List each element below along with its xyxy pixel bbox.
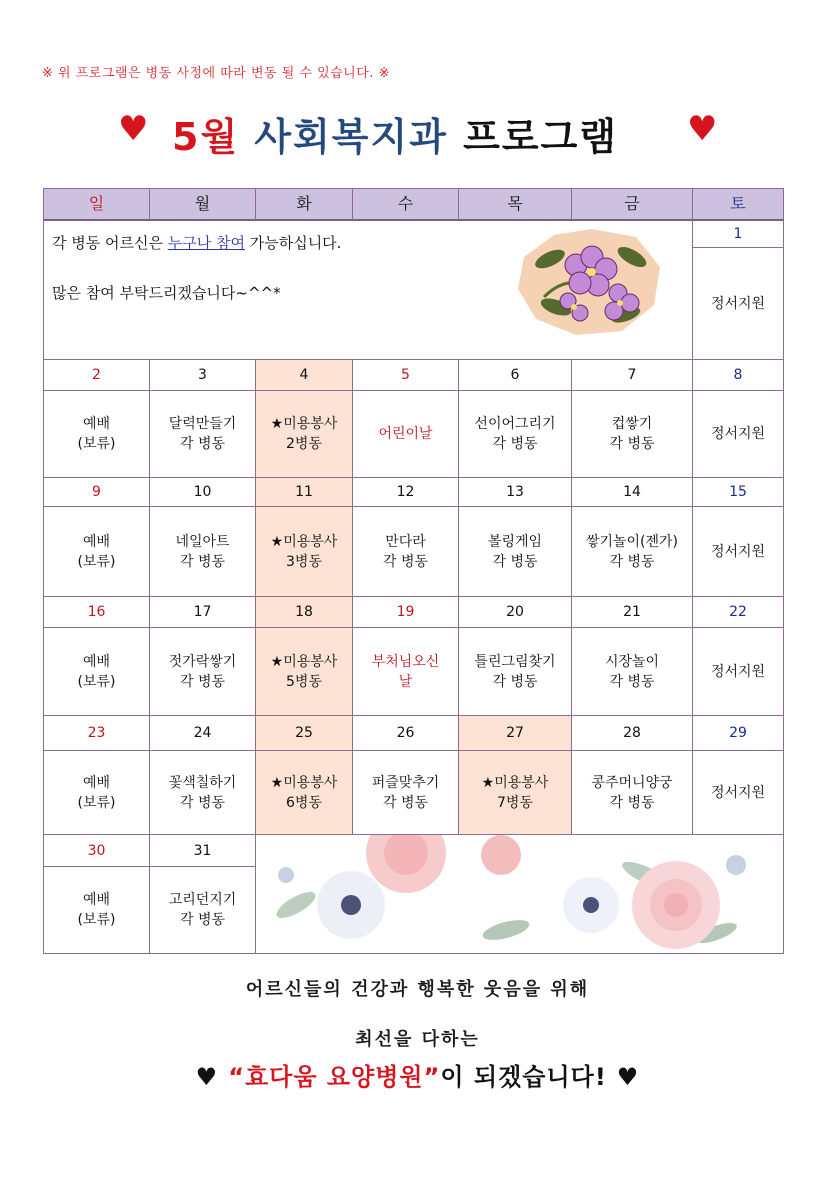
program-cell: 컵쌓기 각 병동 xyxy=(572,391,693,478)
program-cell: 고리던지기 각 병동 xyxy=(150,867,256,954)
week-5-date-row xyxy=(44,835,784,867)
date-cell: 21 xyxy=(572,597,693,628)
date-cell: 31 xyxy=(150,835,256,867)
program-cell: 정서지원 xyxy=(693,628,784,716)
program-cell: 어린이날 xyxy=(353,391,459,478)
date-cell: 10 xyxy=(150,478,256,507)
title-program: 프로그램 xyxy=(463,115,619,159)
weekday-mon: 월 xyxy=(150,189,256,220)
week-0-date-row xyxy=(44,220,784,248)
date-cell: 14 xyxy=(572,478,693,507)
date-cell: 13 xyxy=(459,478,572,507)
weekday-tue: 화 xyxy=(256,189,353,220)
date-cell: 9 xyxy=(44,478,150,507)
date-cell: 11 xyxy=(256,478,353,507)
title-dept: 사회복지과 xyxy=(254,115,448,159)
page-title xyxy=(0,104,835,164)
date-cell: 26 xyxy=(353,716,459,751)
date-cell: 3 xyxy=(150,360,256,391)
everyone-join-link: 누구나 참여 xyxy=(167,233,245,252)
program-cell: 예배 (보류) xyxy=(44,507,150,597)
date-cell: 29 xyxy=(693,716,784,751)
program-cell: 틀린그림찾기 각 병동 xyxy=(459,628,572,716)
heart-icon: ♥ xyxy=(687,109,718,149)
footer-line-2: 최선을 다하는 xyxy=(355,1029,480,1050)
date-cell: 22 xyxy=(693,597,784,628)
program-cell: ★미용봉사 3병동 xyxy=(256,507,353,597)
date-cell: 28 xyxy=(572,716,693,751)
weekday-fri: 금 xyxy=(572,189,693,220)
week-4-date-row xyxy=(44,716,784,751)
program-cell: 정서지원 xyxy=(693,248,784,360)
intro-cell xyxy=(44,220,693,360)
hospital-name: “효다움 요양병원” xyxy=(228,1063,441,1091)
date-cell: 1 xyxy=(693,220,784,248)
program-cell: 정서지원 xyxy=(693,391,784,478)
intro-line-2: 많은 참여 부탁드리겠습니다~^^* xyxy=(52,283,281,302)
date-cell: 7 xyxy=(572,360,693,391)
program-cell: 선이어그리기 각 병동 xyxy=(459,391,572,478)
program-cell: 쌓기놀이(젠가) 각 병동 xyxy=(572,507,693,597)
program-cell: 예배 (보류) xyxy=(44,867,150,954)
program-cell: 달력만들기 각 병동 xyxy=(150,391,256,478)
date-cell: 18 xyxy=(256,597,353,628)
footer-line-3 xyxy=(0,1057,835,1092)
weekday-header-row xyxy=(44,189,784,220)
program-cell: 예배 (보류) xyxy=(44,751,150,835)
week-3-item-row xyxy=(44,628,784,716)
week-1-date-row xyxy=(44,360,784,391)
program-cell: ★미용봉사 2병동 xyxy=(256,391,353,478)
notice-text: ※ 위 프로그램은 병동 사정에 따라 변동 될 수 있습니다. ※ xyxy=(42,66,390,81)
date-cell: 16 xyxy=(44,597,150,628)
date-cell: 30 xyxy=(44,835,150,867)
program-cell: 정서지원 xyxy=(693,507,784,597)
flower-decoration-cell xyxy=(256,835,784,954)
program-cell: ★미용봉사 6병동 xyxy=(256,751,353,835)
program-cell: 시장놀이 각 병동 xyxy=(572,628,693,716)
program-cell: ★미용봉사 5병동 xyxy=(256,628,353,716)
date-cell: 23 xyxy=(44,716,150,751)
program-cell: 부처님오신 날 xyxy=(353,628,459,716)
date-cell: 4 xyxy=(256,360,353,391)
footer-line-3-tail: 이 되겠습니다! xyxy=(440,1063,607,1091)
weekday-thu: 목 xyxy=(459,189,572,220)
intro-line-1: 각 병동 어르신은 누구나 참여 가능하십니다. xyxy=(52,233,342,252)
week-2-date-row xyxy=(44,478,784,507)
program-cell: 볼링게임 각 병동 xyxy=(459,507,572,597)
date-cell: 20 xyxy=(459,597,572,628)
heart-icon: ♥ xyxy=(118,109,149,149)
calendar-table xyxy=(43,188,784,954)
date-cell: 24 xyxy=(150,716,256,751)
weekday-sun: 일 xyxy=(44,189,150,220)
program-cell: 퍼즐맞추기 각 병동 xyxy=(353,751,459,835)
program-cell: 네일아트 각 병동 xyxy=(150,507,256,597)
heart-icon: ♥ xyxy=(195,1063,219,1091)
date-cell: 27 xyxy=(459,716,572,751)
program-cell: ★미용봉사 7병동 xyxy=(459,751,572,835)
weekday-wed: 수 xyxy=(353,189,459,220)
program-cell: 만다라 각 병동 xyxy=(353,507,459,597)
date-cell: 6 xyxy=(459,360,572,391)
week-1-item-row xyxy=(44,391,784,478)
flower-illustration-icon xyxy=(514,227,664,337)
program-cell: 꽃색칠하기 각 병동 xyxy=(150,751,256,835)
date-cell: 19 xyxy=(353,597,459,628)
date-cell: 5 xyxy=(353,360,459,391)
date-cell: 17 xyxy=(150,597,256,628)
date-cell: 8 xyxy=(693,360,784,391)
program-cell: 정서지원 xyxy=(693,751,784,835)
date-cell: 2 xyxy=(44,360,150,391)
program-cell: 콩주머니양궁 각 병동 xyxy=(572,751,693,835)
flower-bouquet-icon xyxy=(256,835,784,953)
title-month: 5월 xyxy=(172,115,240,159)
date-cell: 12 xyxy=(353,478,459,507)
week-2-item-row xyxy=(44,507,784,597)
weekday-sat: 토 xyxy=(693,189,784,220)
date-cell: 25 xyxy=(256,716,353,751)
heart-icon: ♥ xyxy=(616,1063,640,1091)
footer-line-1: 어르신들의 건강과 행복한 웃음을 위해 xyxy=(245,979,590,1000)
program-cell: 예배 (보류) xyxy=(44,391,150,478)
program-cell: 예배 (보류) xyxy=(44,628,150,716)
week-4-item-row xyxy=(44,751,784,835)
week-3-date-row xyxy=(44,597,784,628)
program-cell: 젓가락쌓기 각 병동 xyxy=(150,628,256,716)
date-cell: 15 xyxy=(693,478,784,507)
